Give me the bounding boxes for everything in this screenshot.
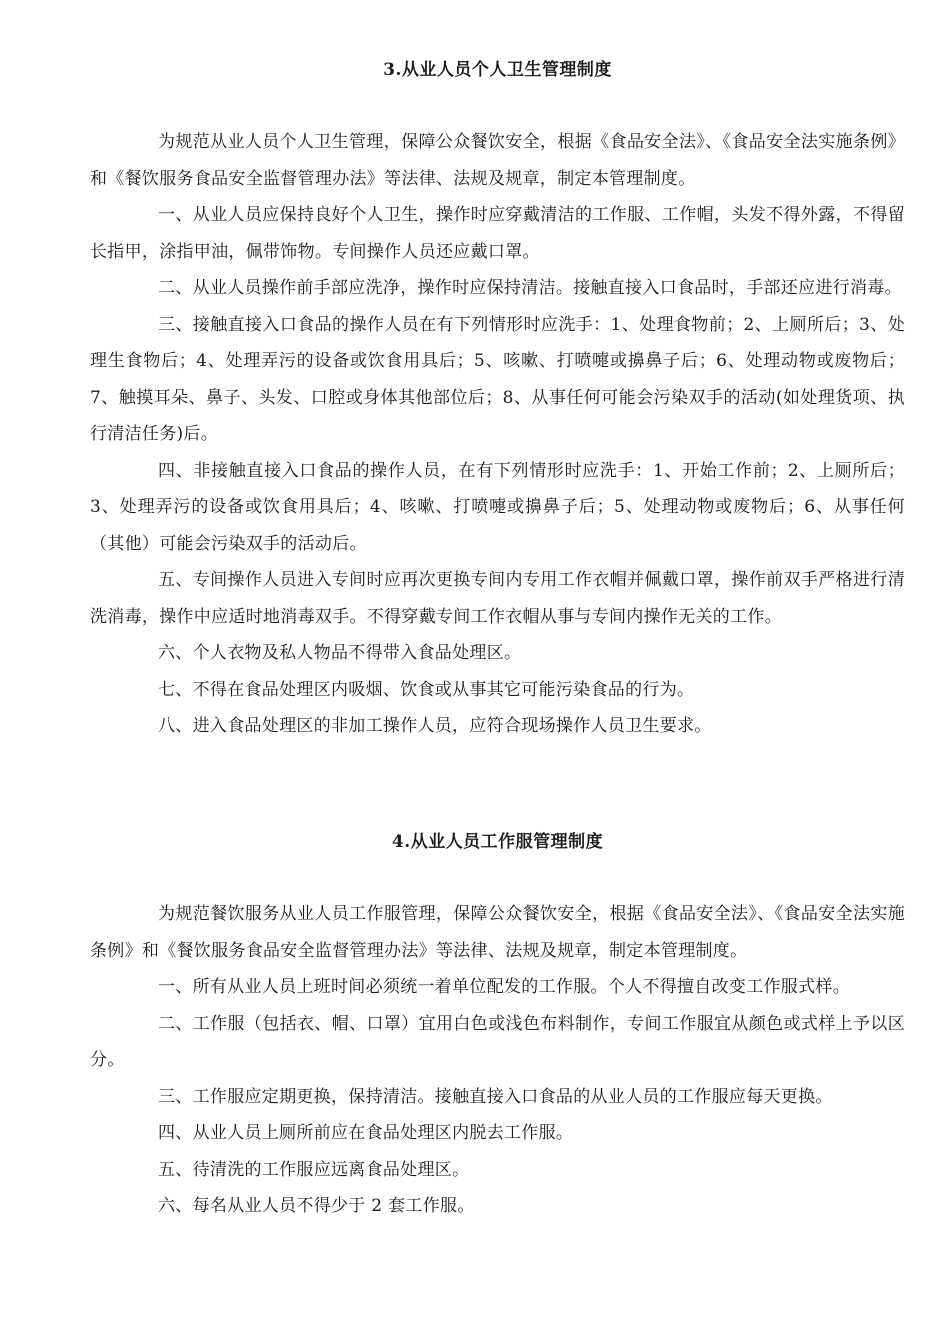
paragraph-item-5: 五、待清洗的工作服应远离食品处理区。	[158, 1159, 470, 1180]
section-title: 4.从业人员工作服管理制度	[391, 832, 604, 852]
paragraph-intro: 为规范从业人员个人卫生管理，保障公众餐饮安全，根据《食品安全法》、《食品安全法实施条例》和《餐饮服务食品安全监督管理办法》等法律、法规及规章，制定本管理制度。	[90, 132, 905, 189]
paragraph-item-1: 一、从业人员应保持良好个人卫生，操作时应穿戴清洁的工作服、工作帽，头发不得外露，不得留长指甲，涂指甲油，佩带饰物。专间操作人员还应戴口罩。	[90, 205, 905, 262]
paragraph-intro: 为规范餐饮服务从业人员工作服管理，保障公众餐饮安全，根据《食品安全法》、《食品安全法实施条例》和《餐饮服务食品安全监督管理办法》等法律、法规及规章，制定本管理制度。	[90, 904, 905, 961]
paragraph-item-6: 六、个人衣物及私人物品不得带入食品处理区。	[158, 643, 522, 663]
paragraph-item-7: 七、不得在食品处理区内吸烟、饮食或从事其它可能污染食品的行为。	[158, 679, 695, 700]
paragraph-item-2: 二、从业人员操作前手部应洗净，操作时应保持清洁。接触直接入口食品时，手部还应进行消毒。	[158, 278, 902, 298]
section-work-uniform	[90, 830, 905, 1225]
paragraph-item-6: 六、每名从业人员不得少于 2 套工作服。	[158, 1196, 475, 1216]
paragraph-item-4: 四、非接触直接入口食品的操作人员，在有下列情形时应洗手：1、开始工作前；2、上厕所后；3、处理弄污的设备或饮食用具后；4、咳嗽、打喷嚏或擤鼻子后；5、处理动物或废物后；6、从事任何（其他）可能会污染双手的活动后。	[90, 460, 905, 554]
section-title: 3.从业人员个人卫生管理制度	[383, 60, 612, 80]
paragraph-item-3: 三、工作服应定期更换，保持清洁。接触直接入口食品的从业人员的工作服应每天更换。	[158, 1086, 833, 1107]
paragraph-item-4: 四、从业人员上厕所前应在食品处理区内脱去工作服。	[158, 1123, 574, 1143]
paragraph-item-2: 二、工作服（包括衣、帽、口罩）宜用白色或浅色布料制作，专间工作服宜从颜色或式样上予以区分。	[90, 1013, 905, 1070]
paragraph-item-5: 五、专间操作人员进入专间时应再次更换专间内专用工作衣帽并佩戴口罩，操作前双手严格进行清洗消毒，操作中应适时地消毒双手。不得穿戴专间工作衣帽从事与专间内操作无关的工作。	[90, 570, 905, 627]
paragraph-item-8: 八、进入食品处理区的非加工操作人员，应符合现场操作人员卫生要求。	[158, 716, 712, 736]
paragraph-item-1: 一、所有从业人员上班时间必须统一着单位配发的工作服。个人不得擅自改变工作服式样。	[158, 977, 850, 997]
section-personal-hygiene	[90, 58, 905, 745]
paragraph-item-3: 三、接触直接入口食品的操作人员在有下列情形时应洗手：1、处理食物前；2、上厕所后；3、处理生食物后；4、处理弄污的设备或饮食用具后；5、咳嗽、打喷嚏或擤鼻子后；6、处理动物或废物后；7、触摸耳朵、鼻子、头发、口腔或身体其他部位后；8、从事任何可能会污染双手的活动(如处理货项、执行清洁任务)后。	[90, 314, 905, 444]
